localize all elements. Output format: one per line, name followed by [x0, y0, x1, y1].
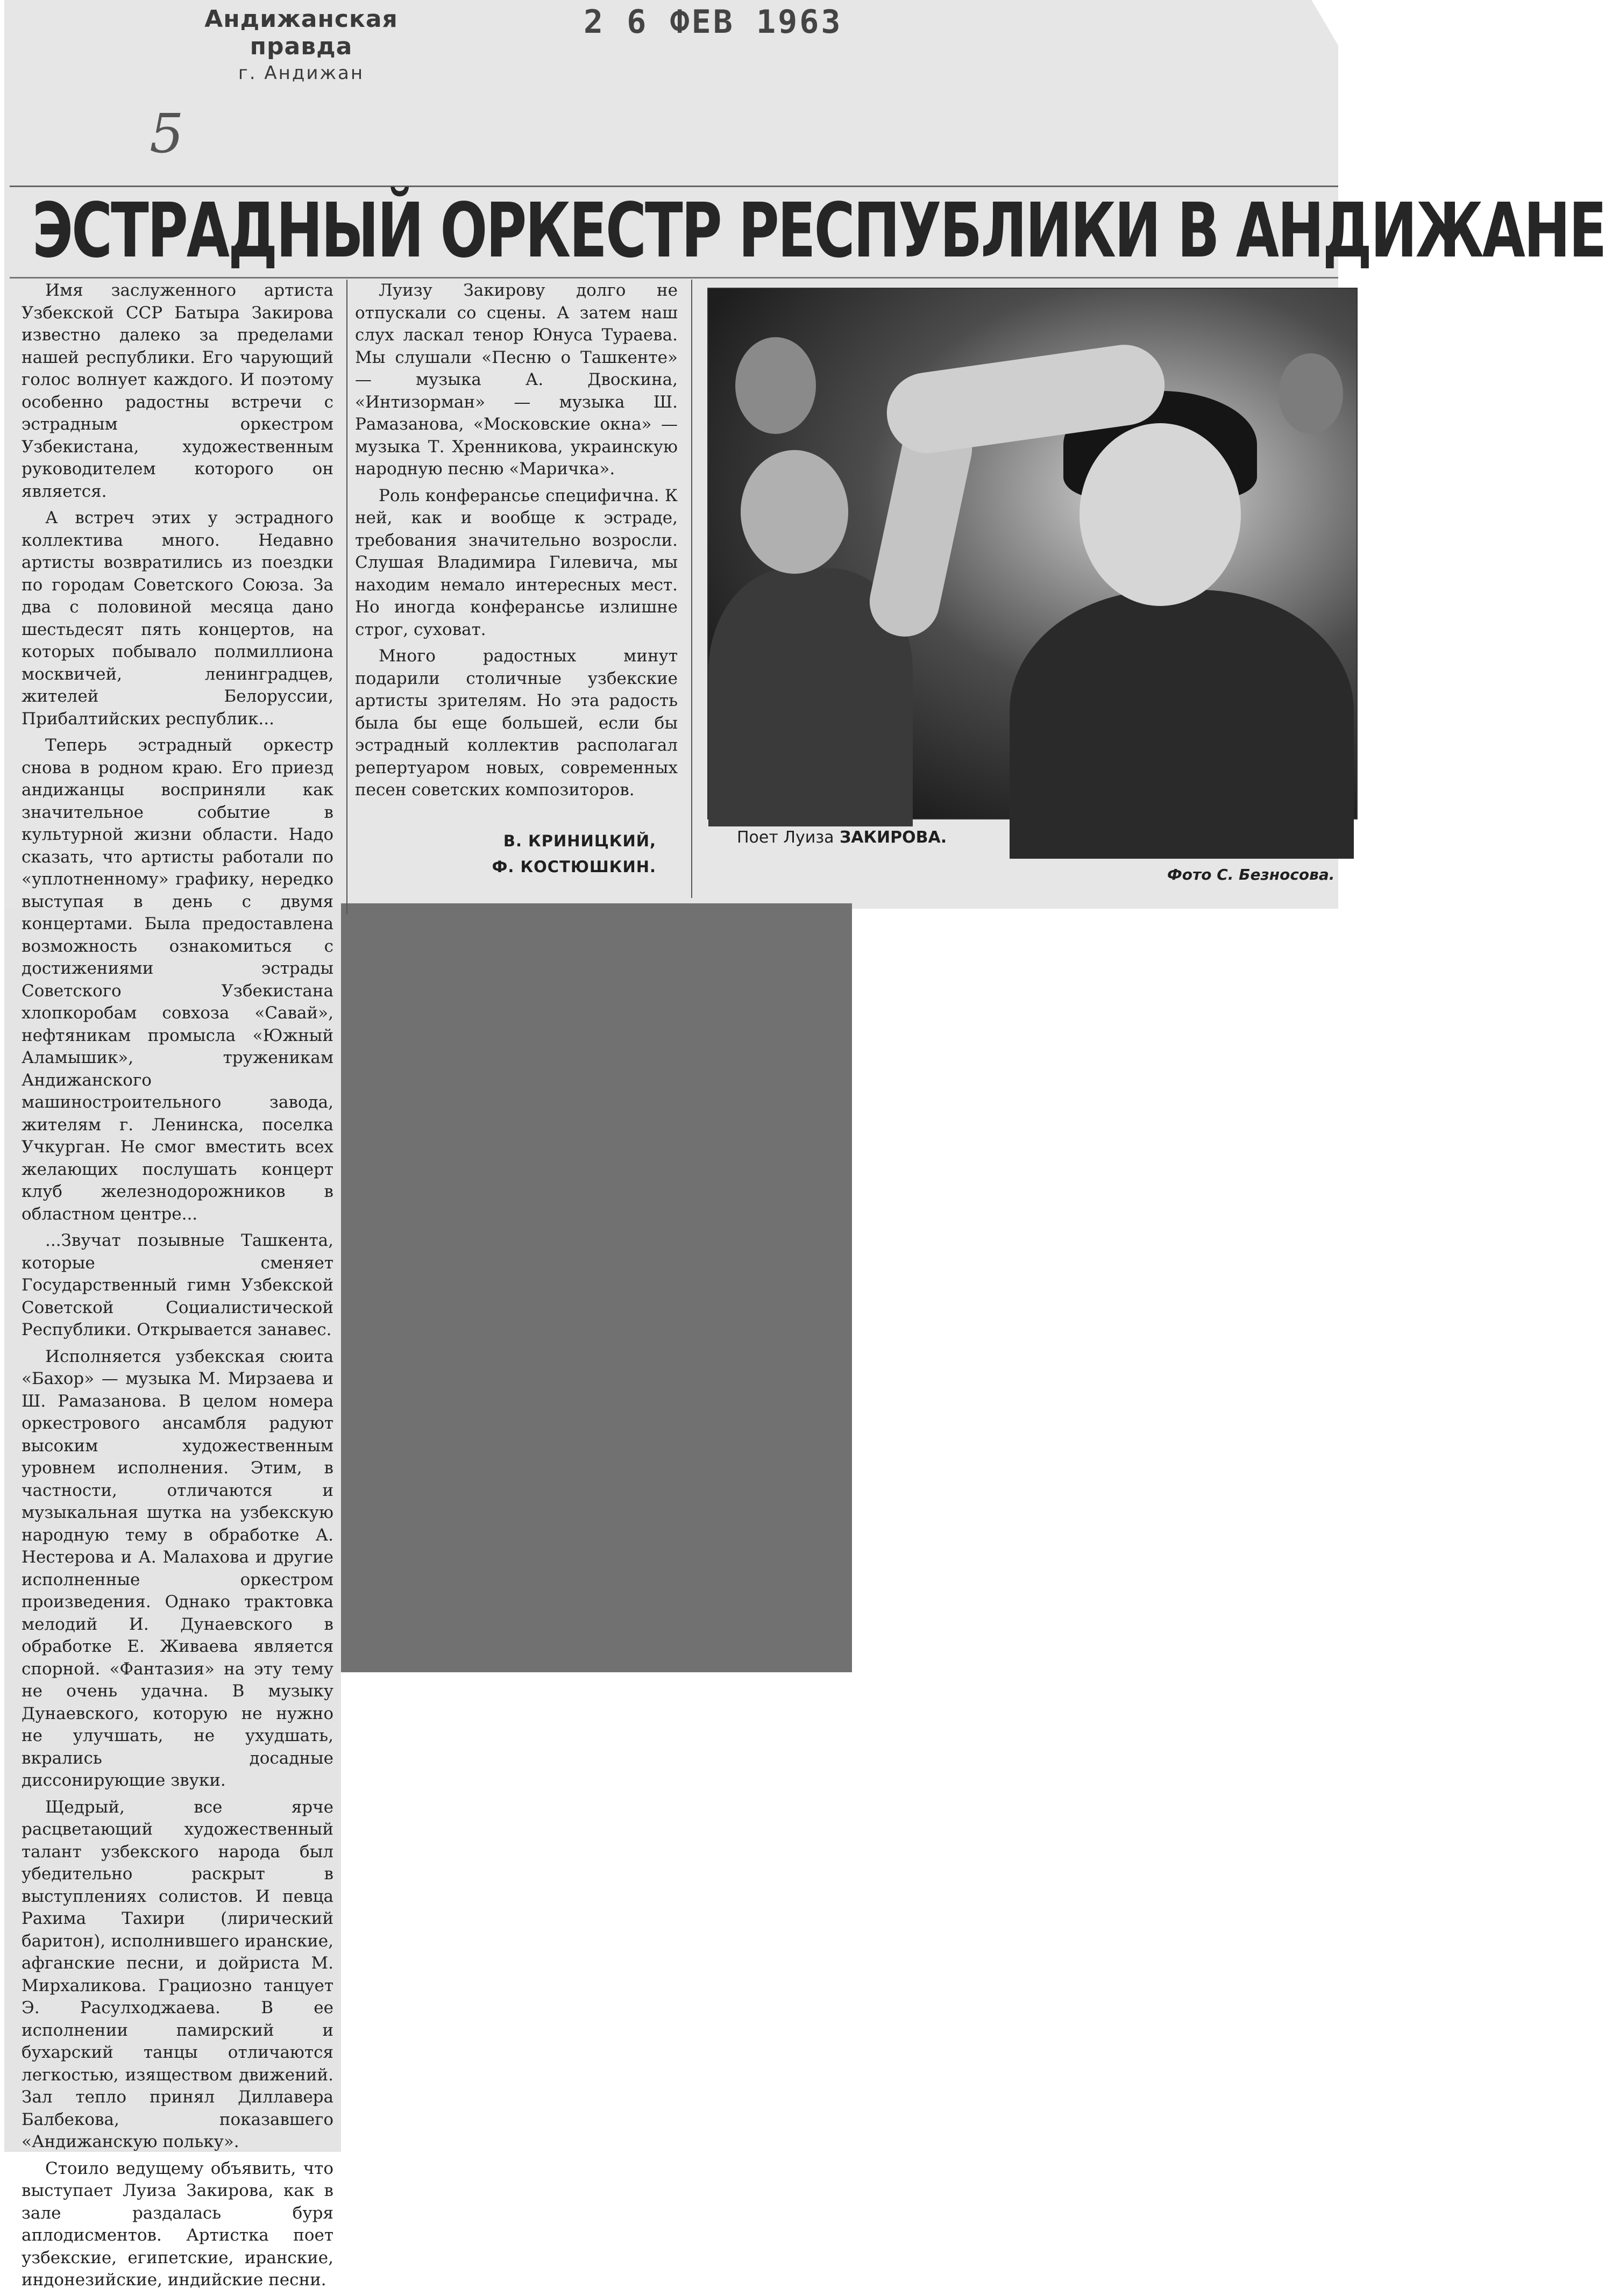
article-column-1: [22, 280, 333, 2296]
headline-rule: [10, 277, 1338, 279]
paragraph: ...Звучат позывные Ташкента, которые сменяет Государственный гимн Узбекской Советской Социалистической Республики. Открывается занавес.: [22, 1231, 333, 1339]
date-stamp: 2 6 ФЕВ 1963: [584, 3, 843, 41]
photo-shape: [741, 450, 848, 574]
paragraph: А встреч этих у эстрадного коллектива много. Недавно артисты возвратились из поездки по городам Советского Союза. За два с половиной месяца дано шестьдесят пять концертов, на которых побывало полмиллиона москвичей, ленинградцев, жителей Белоруссии, Прибалтийских республик...: [22, 508, 333, 729]
paragraph: Роль конферансье специфична. К ней, как и вообще к эстраде, требования значительно возросли. Слушая Владимира Гилевича, мы находим немало интересных мест. Но иногда конферансье излишне строг, суховат.: [355, 486, 678, 639]
newspaper-city: г. Андижан: [238, 62, 365, 84]
photo-caption: [737, 828, 947, 847]
paragraph: Стоило ведущему объявить, что выступает Луиза Закирова, как в зале раздалась буря аплодисментов. Артистка поет узбекские, египетские, иранские, индонезийские, индийские песни.: [22, 2158, 333, 2290]
newspaper-masthead: [183, 5, 420, 84]
article-column-2: [355, 280, 678, 806]
photo-shape: [1080, 423, 1241, 606]
photo-credit: Фото С. Безносова.: [1167, 866, 1335, 883]
paragraph: Щедрый, все ярче расцветающий художественный талант узбекского народа был убедительно раскрыт в выступлениях солистов. И певца Рахима Тахири (лирический баритон), исполнившего иранские, афганские песни, и дойриста М. Мирхаликова. Грациозно танцует Э. Расулходжаева. В ее исполнении памирский и бухарский танцы отличаются легкостью, изяществом движений. Зал тепло принял Диллавера Балбекова, показавшего «Андижанскую польку».: [22, 1797, 333, 2151]
singer-photo: [707, 288, 1358, 819]
paragraph: Луизу Закирову долго не отпускали со сцены. А затем наш слух ласкал тенор Юнуса Тураева. Мы слушали «Песню о Ташкенте» — музыка А. Двоскина, «Интизорман» — музыка Ш. Рамазанова, «Московские окна» — музыка Т. Хренникова, украинскую народную песню «Маричка».: [355, 281, 678, 479]
handwritten-note: 5: [150, 102, 184, 165]
article-headline: ЭСТРАДНЫЙ ОРКЕСТР РЕСПУБЛИКИ В АНДИЖАНЕ: [32, 187, 1605, 275]
author-name: Ф. КОСТЮШКИН.: [492, 858, 656, 876]
author-name: В. КРИНИЦКИЙ,: [503, 832, 656, 850]
paragraph: Имя заслуженного артиста Узбекской ССР Батыра Закирова известно далеко за пределами нашей республики. Его чарующий голос волнует каждого. И поэтому особенно радостны встречи с эстрадным оркестром Узбекистана, художественным руководителем которого он является.: [22, 281, 333, 501]
article-signature: [420, 828, 656, 880]
newspaper-name: Андижанская правда: [204, 5, 398, 60]
caption-name: ЗАКИРОВА.: [839, 828, 947, 847]
photo-shape: [1279, 353, 1343, 434]
background-gray-block: [341, 903, 852, 1672]
paragraph: Теперь эстрадный оркестр снова в родном краю. Его приезд андижанцы восприняли как значительное событие в культурной жизни области. Надо сказать, что артисты работали по «уплотненному» графику, нередко выступая в день с двумя концертами. Была предоставлена возможность ознакомиться с достижениями эстрады Советского Узбекистана хлопкоробам совхоза «Савай», нефтяникам промысла «Южный Аламышик», труженикам Андижанского машиностроительного завода, жителям г. Ленинска, поселка Учкурган. Не смог вместить всех желающих послушать концерт клуб железнодорожников в областном центре...: [22, 736, 333, 1224]
caption-lead: Поет Луиза: [737, 828, 834, 847]
paragraph: Исполняется узбекская сюита «Бахор» — музыка М. Мирзаева и Ш. Рамазанова. В целом номера оркестрового ансамбля радуют высоким художественным уровнем исполнения. Этим, в частности, отличаются и музыкальная шутка на узбекскую народную тему в обработке А. Нестерова и А. Малахова и другие исполненные оркестром произведения. Однако трактовка мелодий И. Дунаевского в обработке Е. Живаева является спорной. «Фантазия» на эту тему не очень удачна. В музыку Дунаевского, которую не нужно не улучшать, не ухудшать, вкрались досадные диссонирующие звуки.: [22, 1346, 333, 1790]
photo-shape: [1010, 590, 1354, 859]
column-divider: [691, 280, 692, 898]
photo-shape: [735, 337, 816, 434]
column-divider: [346, 280, 347, 914]
paragraph: Много радостных минут подарили столичные узбекские артисты зрителям. Но эта радость была бы еще большей, если бы эстрадный коллектив располагал репертуаром новых, современных песен советских композиторов.: [355, 646, 678, 800]
